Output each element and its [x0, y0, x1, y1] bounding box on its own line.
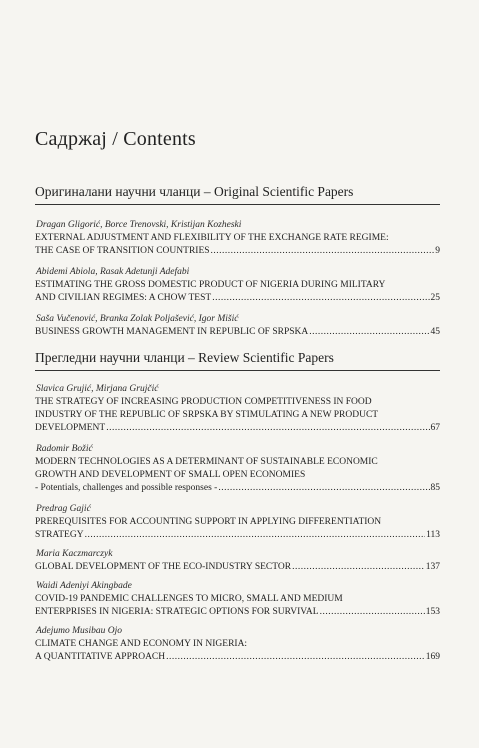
- entry-title-text: A QUANTITATIVE APPROACH: [35, 652, 166, 662]
- page-title: Садржај / Contents: [35, 128, 196, 150]
- leader-dots: [211, 245, 435, 258]
- entry-authors: Predrag Gajić: [36, 504, 91, 514]
- entry-title-text: AND CIVILIAN REGIMES: A CHOW TEST: [35, 293, 212, 303]
- toc-entry[interactable]: [35, 313, 440, 339]
- entry-title-line: ESTIMATING THE GROSS DOMESTIC PRODUCT OF NIGERIA DURING MILITARY: [35, 280, 386, 290]
- entry-title-line: PREREQUISITES FOR ACCOUNTING SUPPORT IN APPLYING DIFFERENTIATION: [35, 517, 382, 527]
- leader-dots: [106, 422, 429, 435]
- entry-title-last-line: [35, 561, 440, 574]
- leader-dots: [292, 561, 425, 574]
- leader-dots: [218, 482, 429, 495]
- entry-title-line: COVID-19 PANDEMIC CHALLENGES TO MICRO, SMALL AND MEDIUM: [35, 594, 343, 604]
- entry-authors: Dragan Gligorić, Borce Trenovski, Kristijan Kozheski: [36, 220, 242, 230]
- leader-dots: [166, 651, 425, 664]
- entry-title-last-line: [35, 529, 440, 542]
- page-number: 67: [430, 423, 440, 433]
- entry-authors: Adejumo Musibau Ojo: [36, 626, 123, 636]
- section-heading-original: Оригиналани научни чланци – Original Scientific Papers: [35, 184, 440, 205]
- leader-dots: [212, 292, 429, 305]
- entry-title-line: INDUSTRY OF THE REPUBLIC OF SRPSKA BY STIMULATING A NEW PRODUCT: [35, 410, 379, 420]
- entry-authors: Slavica Grujić, Mirjana Grujčić: [36, 384, 159, 394]
- entry-title-last-line: [35, 292, 440, 305]
- toc-entry[interactable]: [35, 383, 440, 435]
- page-number: 85: [430, 483, 440, 493]
- entry-title-line: THE STRATEGY OF INCREASING PRODUCTION COMPETITIVENESS IN FOOD: [35, 397, 372, 407]
- entry-title-last-line: [35, 651, 440, 664]
- entry-title-text: THE CASE OF TRANSITION COUNTRIES: [35, 246, 210, 256]
- entry-authors: Maria Kaczmarczyk: [36, 549, 113, 559]
- page-number: 25: [430, 293, 440, 303]
- toc-entry[interactable]: [35, 219, 440, 258]
- leader-dots: [320, 606, 425, 619]
- entry-title-last-line: [35, 326, 440, 339]
- leader-dots: [85, 529, 426, 542]
- entry-authors: Saša Vučenović, Branka Zolak Poljašević, Igor Mišić: [36, 314, 239, 324]
- leader-dots: [309, 326, 429, 339]
- entry-title-text: - Potentials, challenges and possible responses -: [35, 483, 218, 493]
- entry-title-text: ENTERPRISES IN NIGERIA: STRATEGIC OPTIONS FOR SURVIVAL: [35, 607, 319, 617]
- toc-entry[interactable]: [35, 548, 440, 574]
- page-number: 137: [425, 562, 440, 572]
- entry-authors: Waidi Adeniyi Akingbade: [36, 581, 132, 591]
- toc-entry[interactable]: [35, 443, 440, 495]
- toc-entry[interactable]: [35, 625, 440, 664]
- page-number: 113: [426, 530, 440, 540]
- entry-title-text: STRATEGY: [35, 530, 84, 540]
- page-number: 153: [425, 607, 440, 617]
- page-number: 45: [430, 327, 440, 337]
- page-number: 169: [425, 652, 440, 662]
- entry-title-last-line: [35, 606, 440, 619]
- entry-title-text: BUSINESS GROWTH MANAGEMENT IN REPUBLIC OF SRPSKA: [35, 327, 309, 337]
- entry-title-text: GLOBAL DEVELOPMENT OF THE ECO-INDUSTRY SECTOR: [35, 562, 292, 572]
- entry-title-line: GROWTH AND DEVELOPMENT OF SMALL OPEN ECONOMIES: [35, 470, 306, 480]
- page-number: 9: [435, 246, 440, 256]
- entry-title-last-line: [35, 422, 440, 435]
- toc-entry[interactable]: [35, 503, 440, 542]
- entry-title-text: DEVELOPMENT: [35, 423, 106, 433]
- section-heading-review: Прегледни научни чланци – Review Scientific Papers: [35, 350, 440, 371]
- entry-authors: Radomir Božić: [36, 444, 93, 454]
- entry-title-line: EXTERNAL ADJUSTMENT AND FLEXIBILITY OF THE EXCHANGE RATE REGIME:: [35, 233, 389, 243]
- entry-authors: Abidemi Abiola, Rasak Adetunji Adefabi: [36, 267, 190, 277]
- entry-title-line: CLIMATE CHANGE AND ECONOMY IN NIGERIA:: [35, 639, 248, 649]
- toc-entry[interactable]: [35, 580, 440, 619]
- toc-entry[interactable]: [35, 266, 440, 305]
- entry-title-last-line: [35, 482, 440, 495]
- entry-title-last-line: [35, 245, 440, 258]
- entry-title-line: MODERN TECHNOLOGIES AS A DETERMINANT OF SUSTAINABLE ECONOMIC: [35, 457, 378, 467]
